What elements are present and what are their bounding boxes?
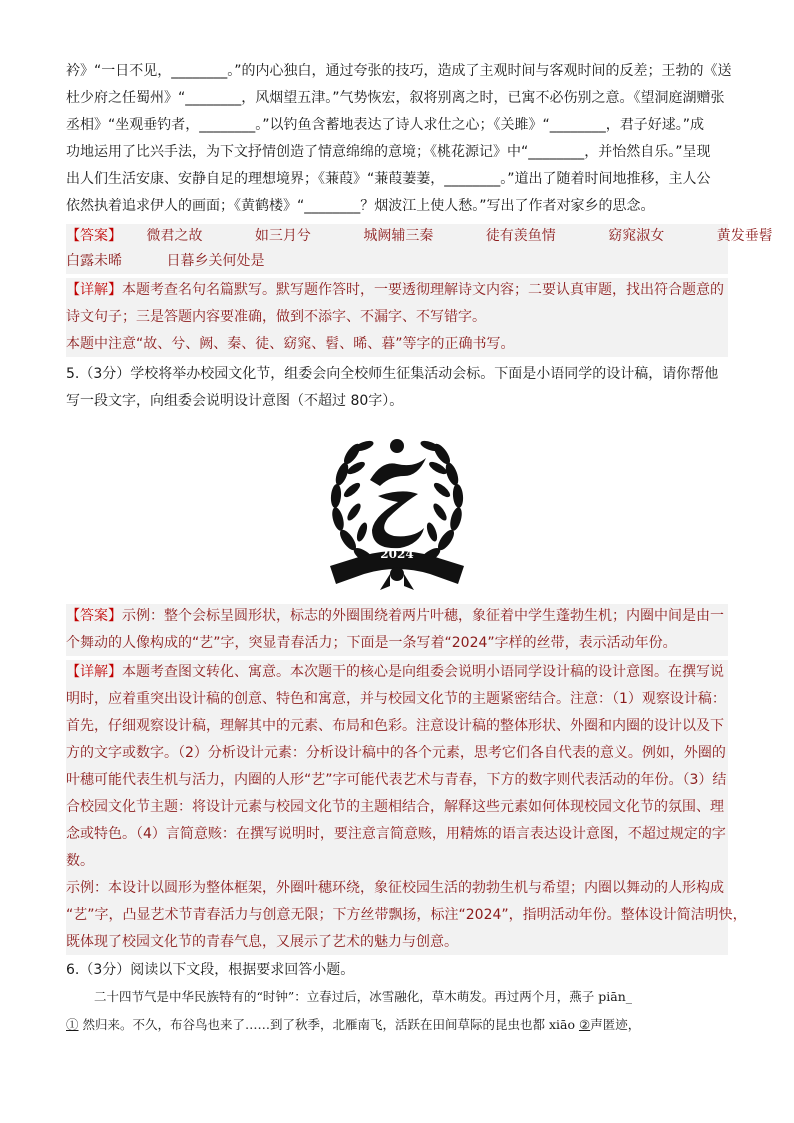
- question-line: 5.（3分）学校将举办校园文化节，组委会向全校师生征集活动会标。下面是小语同学的设计稿，请你帮他: [66, 366, 719, 382]
- detail-line: 数。: [66, 853, 94, 869]
- answer-item: 徒有羡鱼情: [485, 228, 556, 244]
- answer-line: [66, 252, 728, 271]
- detail-text: 本题考查图文转化、寓意。本次题干的核心是向组委会说明小语同学设计稿的设计意图。在撰写说: [122, 664, 724, 680]
- q4-answer-block: [66, 224, 773, 274]
- q6-title: 6.（3分）阅读以下文段，根据要求回答小题。: [66, 962, 355, 978]
- example-line: 既体现了校园文化节的青春气息，又展示了艺术的魅力与创意。: [66, 934, 458, 950]
- detail-line: 首先，仔细观察设计稿，理解其中的元素、布局和色彩。注意设计稿的整体形状、外圈和内圈的设计以及下: [66, 718, 724, 734]
- answer-item: 白露未晞: [66, 253, 122, 269]
- question-line: 写一段文字，向组委会说明设计意图（不超过 80字）。: [66, 393, 404, 409]
- exam-page-lower: [66, 604, 747, 1034]
- answer-label: 【答案】: [66, 228, 122, 244]
- text-line: 丞相》“坐观垂钓者，________。”以钓鱼含蓄地表达了诗人求仕之心；《关雎》“________，君子好逑。”成: [66, 117, 705, 133]
- q6-passage: [66, 988, 728, 1034]
- q4-detail-block: [66, 278, 728, 357]
- festival-logo: [322, 424, 472, 594]
- detail-line: 明时，应着重突出设计稿的创意、特色和寓意，并与校园文化节的主题紧密结合。注意：（1）观察设计稿：: [66, 691, 726, 707]
- answer-line: [66, 227, 773, 246]
- answer-item: 黄发垂髫: [716, 228, 773, 244]
- detail-line: [66, 281, 728, 300]
- detail-line: [66, 663, 728, 682]
- answer-item: 日暮乡关何处是: [166, 253, 265, 269]
- logo-year: 2024: [380, 547, 414, 561]
- detail-line: 合校园文化节主题：将设计元素与校园文化节的主题相结合，解释这些元素如何体现校园文化节的氛围、理: [66, 799, 724, 815]
- blank-number: ②: [578, 1017, 591, 1032]
- detail-text: 本题考查名句名篇默写。默写题作答时，一要透彻理解诗文内容；二要认真审题，找出符合题意的: [122, 282, 724, 298]
- passage-line: 二十四节气是中华民族特有的“时钟”：立春过后，冰雪融化，草木萌发。再过两个月，燕子 piān_: [94, 989, 633, 1004]
- q5-detail-block: [66, 660, 747, 955]
- text-line: 依然执着追求伊人的画面；《黄鹤楼》“________？烟波江上使人愁。”写出了作者对家乡的思念。: [66, 198, 655, 214]
- answer-line: 个舞动的人像构成的“艺”字，突显青春活力；下面是一条写着“2024”字样的丝带，表示活动年份。: [66, 635, 677, 651]
- q5-question: [66, 365, 728, 411]
- detail-label: 【详解】: [66, 664, 122, 680]
- answer-item: 如三月兮: [254, 228, 311, 244]
- passage-text: 然归来。不久，布谷鸟也来了……到了秋季，北雁南飞，活跃在田间草际的昆虫也都 xiāo: [78, 1017, 579, 1032]
- passage-line: [66, 1016, 728, 1034]
- answer-item: 窈窕淑女: [608, 228, 665, 244]
- answer-label: 【答案】: [66, 608, 122, 624]
- blank-number: ①: [66, 1017, 79, 1032]
- detail-line: 诗文句子；三是答题内容要准确，做到不添字、不漏字、不写错字。: [66, 309, 486, 325]
- answer-item: 城阙辅三秦: [363, 228, 434, 244]
- answer-line: [66, 607, 728, 626]
- detail-line: 叶穗可能代表生机与活力，内圈的人形“艺”字可能代表艺术与青春，下方的数字则代表活动的年份。（3）结: [66, 772, 727, 788]
- text-line: 杜少府之任蜀州》“________，风烟望五津。”气势恢宏，叙将别离之时，已寓不必伤别之意。《望洞庭湖赠张: [66, 90, 725, 106]
- text-line: 功地运用了比兴手法，为下文抒情创造了情意绵绵的意境；《桃花源记》中“________，并怡然自乐。”呈现: [66, 144, 711, 160]
- q4-fill-blank-text: [66, 62, 732, 216]
- detail-line: 念或特色。（4）言简意赅：在撰写说明时，要注意言简意赅，用精炼的语言表达设计意图，不超过规定的字: [66, 826, 726, 842]
- text-line: 衿》“一日不见，________。”的内心独白，通过夸张的技巧，造成了主观时间与客观时间的反差；王勃的《送: [66, 63, 732, 79]
- example-line: “艺”字，凸显艺术节青春活力与创意无限；下方丝带飘扬，标注“2024”，指明活动年份。整体设计简洁明快，: [66, 907, 747, 923]
- example-line: 示例：本设计以圆形为整体框架，外圈叶穗环绕，象征校园生活的勃勃生机与希望；内圈以舞动的人形构成: [66, 880, 724, 896]
- detail-label: 【详解】: [66, 282, 122, 298]
- answer-item: 微君之故: [146, 228, 203, 244]
- q5-answer-block: [66, 604, 728, 656]
- detail-line: 方的文字或数字。（2）分析设计元素：分析设计稿中的各个元素，思考它们各自代表的意义。例如，外圈的: [66, 745, 726, 761]
- exam-page: [66, 62, 773, 411]
- detail-line: 本题中注意“故、兮、阙、秦、徒、窈窕、髫、晞、暮”等字的正确书写。: [66, 336, 515, 352]
- answer-text: 示例：整个会标呈圆形状，标志的外圈围绕着两片叶穗，象征着中学生蓬勃生机；内圈中间是由一: [122, 608, 724, 624]
- passage-text: 声匿迹，: [590, 1017, 641, 1032]
- laurel-emblem-icon: [322, 424, 472, 594]
- text-line: 出人们生活安康、安静自足的理想境界；《蒹葭》“蒹葭萋萋，________。”道出了随着时间地推移，主人公: [66, 171, 711, 187]
